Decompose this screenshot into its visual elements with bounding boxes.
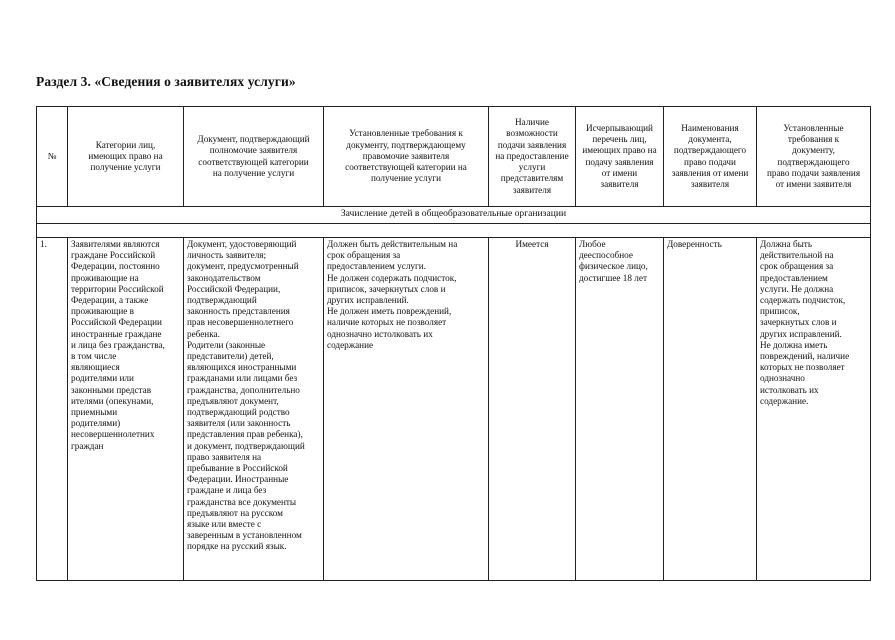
cell-text-line: законность представления xyxy=(187,306,290,317)
cell-text-line: заявления от имени xyxy=(671,167,749,178)
cell-text-line: представители) детей, xyxy=(187,351,274,362)
cell-representative-list xyxy=(576,238,664,581)
cell-text-line: порядке на русский язык. xyxy=(187,541,287,552)
cell-text-line: граждан xyxy=(71,440,104,451)
cell-text-line: Наличие xyxy=(515,117,549,128)
cell-text-line: проживающие на xyxy=(71,272,139,283)
cell-text-line: подтверждающий xyxy=(187,295,257,306)
cell-text-line: заявителя xyxy=(690,178,730,189)
cell-text-line: других исправлений. xyxy=(327,295,409,306)
cell-text-line: подтверждающего xyxy=(777,156,850,167)
spacer-cell xyxy=(37,224,871,238)
cell-text-line: Заявителями являются xyxy=(71,239,160,249)
cell-number xyxy=(37,238,68,581)
cell-text-line: получение услуги xyxy=(90,162,161,173)
cell-text-line: законодательством xyxy=(187,272,261,283)
cell-text-line: повреждений, наличие xyxy=(760,351,850,362)
cell-text-line: в том числе xyxy=(71,351,117,362)
cell-authority-document xyxy=(184,238,324,581)
cell-text-line: являющихся иностранными xyxy=(187,362,297,373)
cell-text-line: предоставлением xyxy=(760,272,828,283)
cell-applicant-categories xyxy=(68,238,184,581)
cell-text-line: от имени заявителя xyxy=(775,178,852,189)
table-row xyxy=(37,238,871,581)
section-row xyxy=(37,207,871,224)
header-representative-document-requirements xyxy=(757,107,871,207)
cell-text-line: право заявителя на xyxy=(187,451,262,462)
cell-text-line: требования к xyxy=(787,134,840,145)
cell-text-line: на предоставление xyxy=(495,150,569,161)
cell-text-line: истолковать их xyxy=(760,384,819,395)
cell-text-line: представителям xyxy=(500,173,564,184)
cell-text-line: зачеркнутых слов и xyxy=(760,317,837,328)
cell-text-line: право подачи xyxy=(684,156,736,167)
cell-text-line: заявителя (или законность xyxy=(187,418,291,429)
section-label: Зачисление детей в общеобразовательные организации xyxy=(37,207,871,224)
header-number xyxy=(37,107,68,207)
cell-text-line: документа, xyxy=(688,134,732,145)
applicants-table xyxy=(36,106,871,581)
cell-text-line: 1. xyxy=(40,239,47,249)
cell-text-line: иностранные граждане xyxy=(71,328,162,339)
cell-text-line: содержание xyxy=(327,339,374,350)
cell-text-line: однозначно истолковать их xyxy=(327,328,433,339)
cell-text-line: территории Российской xyxy=(71,283,164,294)
cell-text-line: Документ, подтверждающий xyxy=(197,134,310,145)
header-authority-document xyxy=(184,107,324,207)
cell-text-line: документу, подтверждающему xyxy=(346,139,466,150)
cell-representative-document xyxy=(664,238,757,581)
cell-text-line: имеющих право на xyxy=(88,150,163,161)
cell-text-line: граждане Российской xyxy=(71,250,156,261)
cell-text-line: содержание. xyxy=(760,395,809,406)
cell-text-line: Наименования xyxy=(681,122,739,133)
cell-representative-availability xyxy=(489,238,576,581)
cell-text-line: несовершеннолетних xyxy=(71,429,155,440)
cell-text-line: проживающие в xyxy=(71,306,135,317)
cell-text-line: срок обращения за xyxy=(760,261,834,272)
cell-text-line: Российской Федерации xyxy=(71,317,162,328)
cell-text-line: других исправлений. xyxy=(760,328,842,339)
header-representative-availability xyxy=(489,107,576,207)
cell-text-line: Установленные xyxy=(783,122,844,133)
cell-text-line: достигшее 18 лет xyxy=(579,272,647,283)
cell-text-line: Не должна иметь xyxy=(760,339,828,350)
cell-text-line: дееспособное xyxy=(579,250,633,261)
cell-text-line: пребывание в Российской xyxy=(187,463,288,474)
cell-text-line: родителями или xyxy=(71,373,134,384)
cell-text-line: прав несовершеннолетнего xyxy=(187,317,294,328)
cell-text-line: № xyxy=(47,150,57,161)
cell-text-line: подачи заявления xyxy=(497,139,567,150)
cell-text-line: подачу заявления xyxy=(585,156,654,167)
cell-text-line: услуги. Не должна xyxy=(760,283,834,294)
cell-authority-document-requirements xyxy=(324,238,489,581)
cell-text-line: от имени xyxy=(601,167,638,178)
cell-text-line: Документ, удостоверяющий xyxy=(187,239,297,249)
cell-text-line: гражданами или лицами без xyxy=(187,373,298,384)
cell-text-line: Не должен иметь повреждений, xyxy=(327,306,452,317)
cell-text-line: подтверждающий родство xyxy=(187,407,290,418)
cell-text-line: родителями) xyxy=(71,418,121,429)
cell-text-line: которых не позволяет xyxy=(760,362,845,373)
cell-text-line: документ, предусмотренный xyxy=(187,261,299,272)
cell-text-line: Не должен содержать подчисток, xyxy=(327,272,457,283)
page-title: Раздел 3. «Сведения о заявителях услуги» xyxy=(36,74,296,89)
cell-text-line: приписок, зачеркнутых слов и xyxy=(327,283,446,294)
header-authority-document-requirements xyxy=(324,107,489,207)
cell-text-line: полномочие заявителя xyxy=(209,145,298,156)
cell-text-line: Имеется xyxy=(515,239,549,249)
cell-text-line: услуги xyxy=(518,162,546,173)
cell-text-line: право подачи заявления xyxy=(766,167,861,178)
cell-text-line: Установленные требования к xyxy=(349,128,463,139)
cell-text-line: и документ, подтверждающий xyxy=(187,440,305,451)
cell-text-line: законными представ xyxy=(71,384,152,395)
cell-text-line: являющиеся xyxy=(71,362,120,373)
cell-text-line: Должна быть xyxy=(760,239,813,249)
cell-text-line: личность заявителя; xyxy=(187,250,267,261)
cell-text-line: правомочие заявителя xyxy=(362,150,450,161)
cell-text-line: перечень лиц, xyxy=(592,134,647,145)
cell-text-line: на получение услуги xyxy=(212,167,295,178)
cell-text-line: Доверенность xyxy=(667,239,722,249)
cell-text-line: ителями (опекунами, xyxy=(71,395,154,406)
cell-text-line: Любое xyxy=(579,239,606,249)
cell-text-line: гражданства, дополнительно xyxy=(187,384,300,395)
cell-text-line: однозначно xyxy=(760,373,805,384)
cell-text-line: Должен быть действительным на xyxy=(327,239,458,249)
cell-text-line: гражданства все документы xyxy=(187,496,297,507)
cell-text-line: представления прав ребенка), xyxy=(187,429,303,440)
cell-text-line: граждане и лица без xyxy=(187,485,267,496)
cell-text-line: физическое лицо, xyxy=(579,261,648,272)
cell-text-line: языке или вместе с xyxy=(187,519,262,530)
cell-representative-document-requirements xyxy=(757,238,871,581)
cell-text-line: и лица без гражданства, xyxy=(71,339,165,350)
cell-text-line: Федерации, постоянно xyxy=(71,261,160,272)
cell-text-line: документу, xyxy=(792,145,835,156)
header-representative-list xyxy=(576,107,664,207)
cell-text-line: имеющих право на xyxy=(582,145,657,156)
cell-text-line: приписок, xyxy=(760,306,800,317)
cell-text-line: Федерации, а также xyxy=(71,295,149,306)
cell-text-line: Российской Федерации, xyxy=(187,283,281,294)
cell-text-line: соответствующей категории xyxy=(198,156,309,167)
cell-text-line: предъявляют документ, xyxy=(187,395,279,406)
cell-text-line: заверенным в установленном xyxy=(187,530,302,541)
cell-text-line: соответствующей категории на xyxy=(345,162,467,173)
cell-text-line: наличие которых не позволяет xyxy=(327,317,447,328)
table-header-row xyxy=(37,107,871,207)
cell-text-line: предъявляют на русском xyxy=(187,507,283,518)
cell-text-line: получение услуги xyxy=(370,173,441,184)
cell-text-line: подтверждающего xyxy=(673,145,747,156)
cell-text-line: ребенка. xyxy=(187,328,220,339)
cell-text-line: Родители (законные xyxy=(187,339,266,350)
cell-text-line: Исчерпывающий xyxy=(586,122,653,133)
cell-text-line: заявителя xyxy=(512,184,552,195)
cell-text-line: Федерации. Иностранные xyxy=(187,474,289,485)
cell-text-line: предоставлением услуги. xyxy=(327,261,426,272)
cell-text-line: содержать подчисток, xyxy=(760,295,846,306)
cell-text-line: заявителя xyxy=(600,178,639,189)
cell-text-line: возможности xyxy=(506,128,558,139)
header-representative-document xyxy=(664,107,757,207)
cell-text-line: приемными xyxy=(71,407,118,418)
spacer-row xyxy=(37,224,871,238)
cell-text-line: срок обращения за xyxy=(327,250,401,261)
cell-text-line: действительной на xyxy=(760,250,834,261)
header-applicant-categories xyxy=(68,107,184,207)
cell-text-line: Категории лиц, xyxy=(95,139,156,150)
